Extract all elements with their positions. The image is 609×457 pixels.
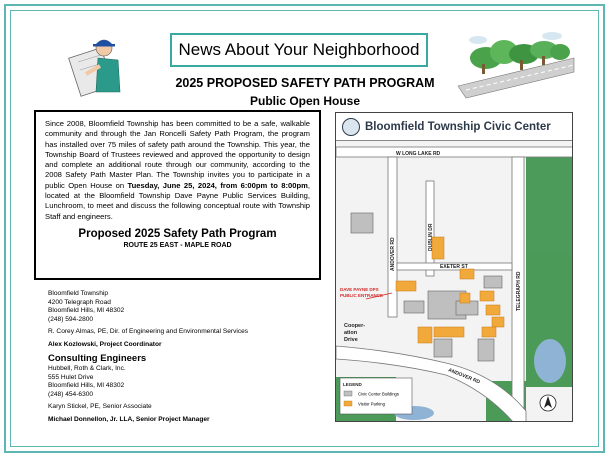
township-name: Bloomfield Township — [48, 290, 108, 297]
legend-heading: LEGEND — [343, 382, 362, 387]
coordinator-name: Alex Kozlowski, Project Coordinator — [48, 340, 162, 348]
associate-name: Karyn Stickel, PE, Senior Associate — [48, 403, 152, 410]
dps-entrance-label-1: DAVE PAYNE DPS — [340, 287, 379, 292]
cooperation-label-2: ation — [344, 330, 358, 336]
road-label-dublin: DUBLIN DR — [428, 223, 434, 251]
director-name: R. Corey Almas, PE, Dir. of Engineering and Environmental Services — [48, 328, 249, 335]
road-landscape-illustration — [456, 28, 576, 100]
construction-worker-illustration — [62, 30, 132, 100]
road-label-andover-lower: ANDOVER RD — [447, 367, 481, 386]
manager-name: Michael Donnellon, Jr. LLA, Senior Project Manager — [48, 415, 210, 423]
announcement-box — [34, 110, 321, 280]
road-label-long-lake: W LONG LAKE RD — [396, 151, 441, 157]
road-label-andover: ANDOVER RD — [390, 237, 396, 271]
legend-item-buildings: Civic Center Buildings — [358, 391, 399, 397]
road-label-telegraph: TELEGRAPH RD — [516, 271, 522, 311]
program-heading: Proposed 2025 Safety Path Program — [78, 227, 277, 240]
firm-phone: (248) 454-6300 — [48, 390, 94, 398]
legend-item-parking: Visitor Parking — [358, 401, 385, 407]
firm-name: Hubbell, Roth & Clark, Inc. — [48, 365, 126, 372]
map-title: Bloomfield Township Civic Center — [365, 120, 551, 133]
banner-text: News About Your Neighborhood — [178, 40, 420, 59]
township-address-1: 4200 Telegraph Road — [48, 298, 111, 306]
road-label-exeter: EXETER ST — [440, 264, 468, 270]
map-legend — [340, 378, 412, 414]
intro-text-2: , located at the Bloomfield Township Dave Payne Public Services Building, Lunchroom, to meet and discuss the following conceptual route with Township Staff and engineers. — [45, 180, 310, 221]
firm-address-1: 555 Hulet Drive — [48, 373, 94, 381]
map-header — [336, 113, 573, 141]
intro-text-1: Since 2008, Bloomfield Township has been committed to be a safe, walkable community and through the Jan Roncelli Safety Path Program, the program has installed over 75 miles of safety path around the Township. This year, the Township Board of Trustees reviewed and approved the opportunity to design and complete an additional route through our community, according to the 2008 Safety Path Master Plan. The Township invites you to participate in a public Open House on — [45, 119, 310, 190]
township-phone: (248) 594-2800 — [48, 315, 94, 323]
program-subtitle: Public Open House — [249, 94, 360, 108]
news-banner — [170, 33, 428, 67]
cooperation-label-1: Cooper- — [344, 323, 366, 329]
route-heading: ROUTE 25 EAST - MAPLE ROAD — [123, 241, 232, 249]
dps-entrance-label-2: PUBLIC ENTRANCE — [340, 293, 384, 298]
pond — [534, 339, 566, 383]
consulting-heading: Consulting Engineers — [48, 353, 147, 364]
contact-info — [48, 290, 318, 424]
township-seal-icon — [342, 118, 360, 136]
map-drawing — [336, 141, 573, 422]
north-arrow-icon — [540, 395, 556, 411]
drive-label: Drive — [344, 337, 358, 343]
program-title: 2025 PROPOSED SAFETY PATH PROGRAM — [175, 76, 435, 90]
event-date: Tuesday, June 25, 2024, from 6:00pm to 8:00pm — [127, 180, 308, 190]
township-address-2: Bloomfield Hills, MI 48302 — [48, 307, 125, 314]
announcement-paragraph — [45, 119, 310, 222]
firm-address-2: Bloomfield Hills, MI 48302 — [48, 382, 125, 389]
civic-center-map — [335, 112, 573, 422]
